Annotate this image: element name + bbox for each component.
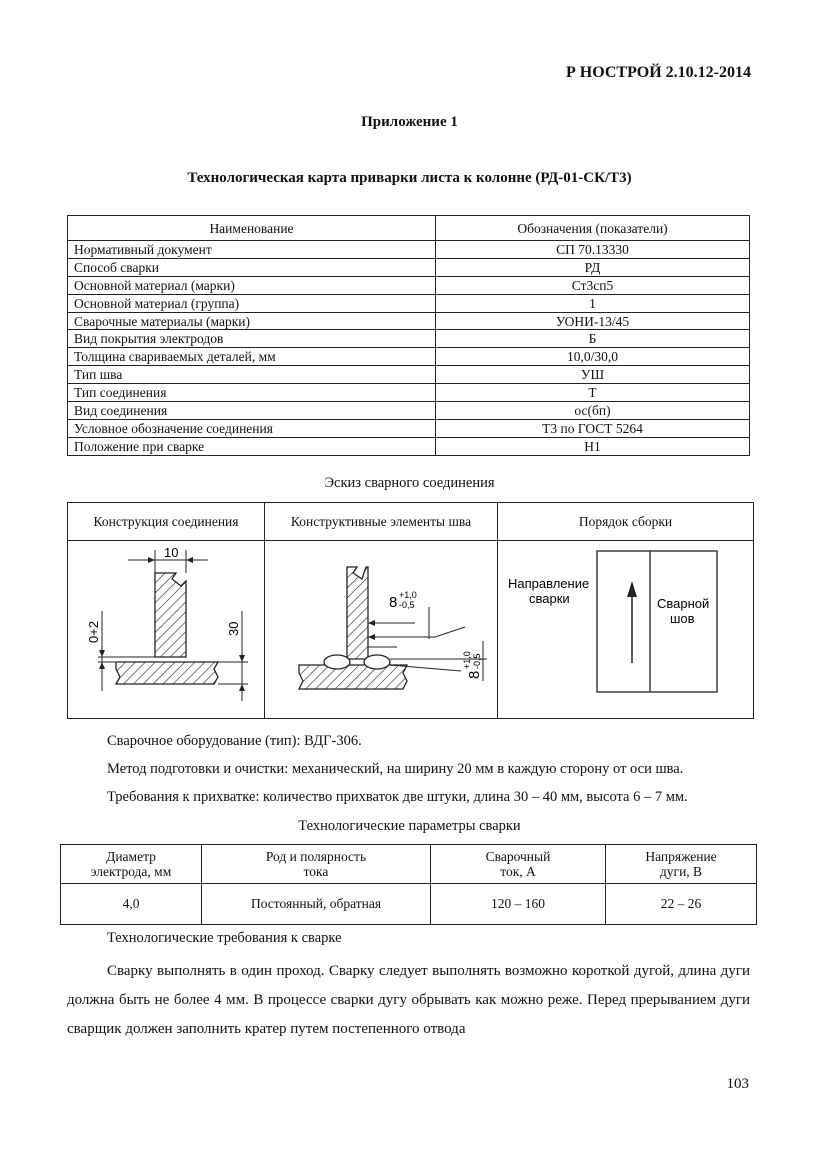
spec-name: Нормативный документ [68,241,436,259]
seam-dim2-label: 8 [466,670,483,679]
table-row [68,312,750,330]
dim-width-label: 10 [164,545,179,560]
part-outline [597,551,717,692]
direction-arrow-head [627,581,637,597]
spec-header-value: Обозначения (показатели) [436,216,750,241]
direction-label-line1: Направление [508,576,590,591]
spec-table-header [68,216,750,241]
table-row [68,366,750,384]
weld-bead-left [324,655,350,669]
construction-drawing-cell [68,541,265,719]
spec-value: 10,0/30,0 [436,348,750,366]
sketch-table [67,502,754,719]
spec-name: Вид соединения [68,402,436,420]
document-code: Р НОСТРОЙ 2.10.12-2014 [566,64,751,81]
spec-name: Положение при сварке [68,437,436,455]
params-header-current [431,845,606,884]
arrowhead [239,655,245,662]
spec-value: Н1 [436,437,750,455]
vertical-plate [155,573,186,657]
sketch-title: Эскиз сварного соединения [324,475,495,491]
spec-name: Способ сварки [68,258,436,276]
arrowhead [368,620,375,626]
base-plate [116,662,218,684]
seam-elements-drawing [265,541,497,718]
header-line: Род и полярность [265,849,367,864]
page-number: 103 [726,1076,749,1092]
seam-dim2-tol-down: -0,5 [472,653,482,669]
sketch-header-row [68,503,754,541]
equipment-text: Сварочное оборудование (тип): ВДГ-306. [107,733,362,749]
table-row [68,276,750,294]
params-cell-diameter: 4,0 [61,884,202,925]
spec-value: ос(бп) [436,402,750,420]
spec-header-name: Наименование [68,216,436,241]
spec-value: УШ [436,366,750,384]
spec-name: Толщина свариваемых деталей, мм [68,348,436,366]
table-row [68,348,750,366]
seam-dim1-tol-down: -0,5 [399,600,415,610]
dim-gap-label: 0+2 [86,620,101,643]
dim-height-label: 30 [226,621,241,636]
sketch-header-elements: Конструктивные элементы шва [265,503,498,541]
header-line: электрода, мм [90,864,172,879]
direction-label-line2: сварки [529,591,570,606]
requirements-heading: Технологические требования к сварке [107,930,342,946]
leader-line [435,627,465,637]
appendix-label: Приложение 1 [361,114,458,130]
seam-elements-drawing-cell [265,541,498,719]
tack-requirements-text: Требования к прихватке: количество прихваток две штуки, длина 30 – 40 мм, высота 6 – 7 мм. [107,789,688,805]
spec-value: Ст3сп5 [436,276,750,294]
arrowhead [99,662,105,669]
requirements-text-block [67,957,750,1044]
weld-bead-right [364,655,390,669]
params-header-diameter [61,845,202,884]
spec-name: Условное обозначение соединения [68,419,436,437]
sketch-header-assembly: Порядок сборки [498,503,754,541]
header-line: Напряжение [645,849,717,864]
table-row [68,258,750,276]
params-cell-voltage: 22 – 26 [606,884,757,925]
arrowhead [239,684,245,691]
arrowhead [99,650,105,657]
arrowhead [148,557,155,563]
assembly-order-drawing [498,541,753,718]
requirements-paragraph: Сварку выполнять в один проход. Сварку следует выполнять возможно короткой дугой, длина дуги должна быть не более 4 мм. В процессе сварки дугу обрывать как можно реже. Перед прерыванием дуги сварщик должен заполнить кратер путем постепенного отвода [67,963,750,1037]
arrowhead [368,634,375,640]
spec-table [67,215,750,456]
card-title: Технологическая карта приварки листа к колонне (РД-01-СК/Т3) [187,170,632,186]
params-header-row [61,845,757,884]
spec-value: Т [436,384,750,402]
spec-value: Т3 по ГОСТ 5264 [436,419,750,437]
header-line: тока [303,864,329,879]
arrowhead [186,557,193,563]
sketch-header-construction: Конструкция соединения [68,503,265,541]
spec-name: Тип шва [68,366,436,384]
spec-value: УОНИ-13/45 [436,312,750,330]
params-cell-current-type: Постоянный, обратная [202,884,431,925]
params-header-voltage [606,845,757,884]
construction-drawing [68,541,264,718]
table-row [68,402,750,420]
table-row [68,384,750,402]
spec-value: РД [436,258,750,276]
table-row [68,419,750,437]
header-line: Диаметр [106,849,156,864]
header-line: Сварочный [485,849,551,864]
table-row [68,330,750,348]
spec-name: Сварочные материалы (марки) [68,312,436,330]
spec-name: Вид покрытия электродов [68,330,436,348]
params-title: Технологические параметры сварки [298,818,521,834]
spec-value: СП 70.13330 [436,241,750,259]
prep-method-text: Метод подготовки и очистки: механический, на ширину 20 мм в каждую сторону от оси шва. [107,761,684,777]
table-row [68,294,750,312]
spec-name: Основной материал (марки) [68,276,436,294]
seam-dim1-tol-up: +1,0 [399,590,417,600]
table-row [68,241,750,259]
sketch-drawings-row [68,541,754,719]
seam-label-line1: Сварной [657,596,710,611]
base-plate [299,665,407,689]
header-line: ток, А [500,864,536,879]
params-table [60,844,757,925]
table-row [61,884,757,925]
vertical-plate [347,567,368,659]
spec-name: Тип соединения [68,384,436,402]
spec-value: 1 [436,294,750,312]
seam-dim1-label: 8 [389,594,398,611]
assembly-order-drawing-cell [498,541,754,719]
seam-dim2-tol-up: +1,0 [462,651,472,669]
header-line: дуги, В [659,864,703,879]
seam-dim2-group [462,651,483,679]
spec-value: Б [436,330,750,348]
params-cell-current: 120 – 160 [431,884,606,925]
params-header-current-type [202,845,431,884]
spec-name: Основной материал (группа) [68,294,436,312]
seam-label-line2: шов [670,611,695,626]
table-row [68,437,750,455]
